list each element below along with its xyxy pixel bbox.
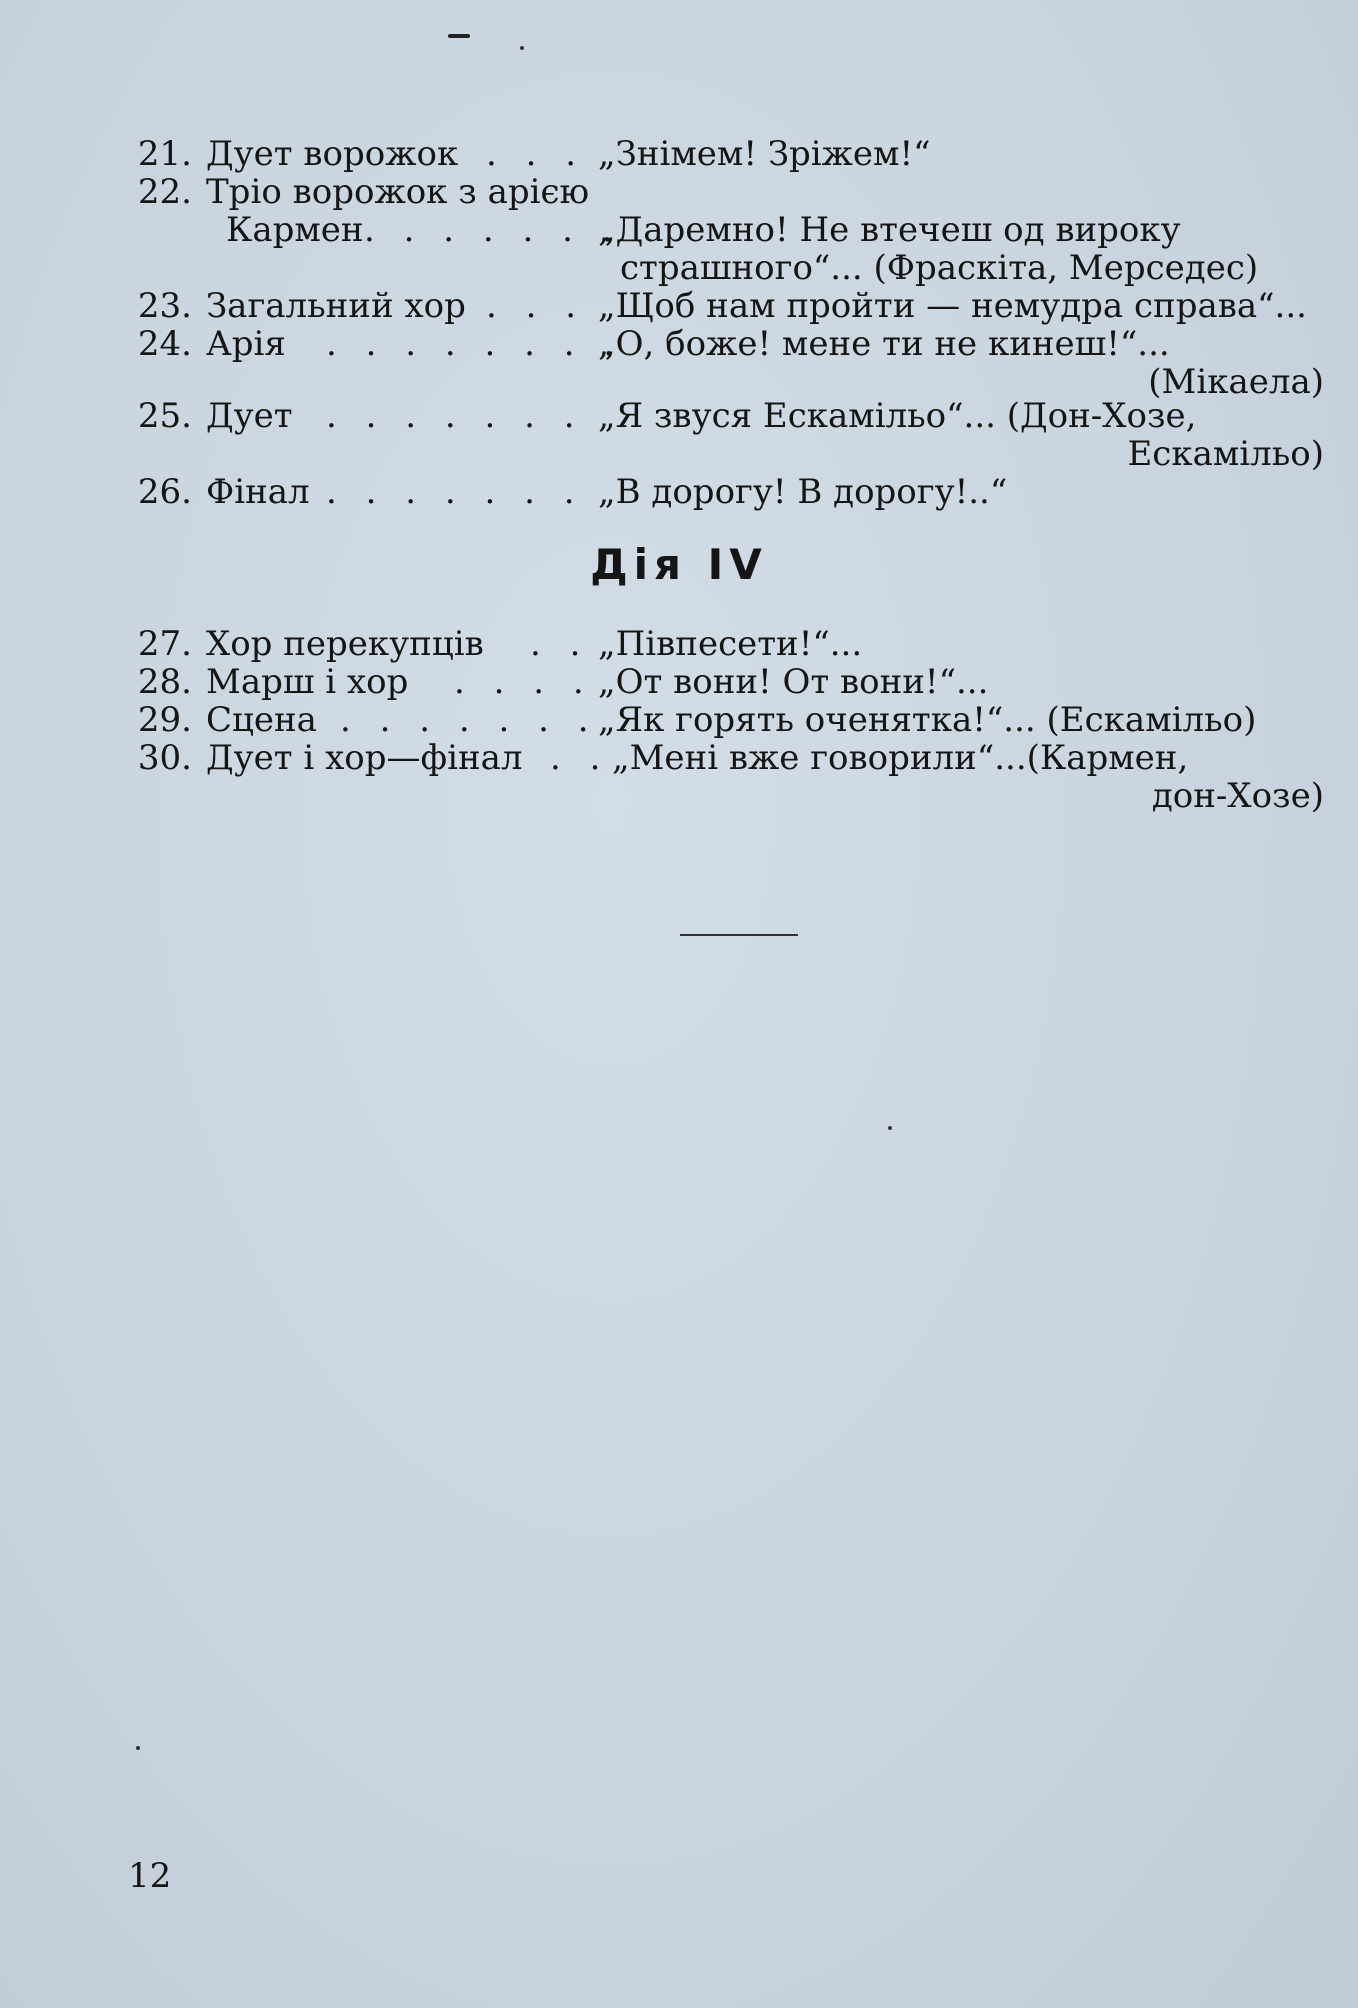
entry-leader: . .	[530, 624, 590, 664]
entry-label: Загальний хор	[206, 286, 466, 326]
entry-label: Марш і хор	[206, 662, 409, 702]
entry-label: Сцена	[206, 700, 317, 740]
entry-number: 28.	[137, 662, 192, 702]
top-ink-dot	[520, 46, 524, 50]
entry-label: Хор перекупців	[206, 624, 484, 664]
entry-leader: . . . . . . .	[340, 700, 598, 740]
entry-quote: „В дорогу! В дорогу!..“	[598, 472, 1008, 512]
entry-number: 21.	[137, 134, 192, 174]
entry-quote: „Мені вже говорили“...(Кармен,	[612, 738, 1189, 778]
entry-number: 30.	[137, 738, 192, 778]
entry-label: Дует і хор—фінал	[206, 738, 523, 778]
entry-leader: . . . . . . . .	[326, 324, 624, 364]
paper-speck	[888, 1126, 892, 1130]
entry-number: 23.	[137, 286, 192, 326]
entry-quote: „Півпесети!“...	[598, 624, 863, 664]
entry-quote: „Як горять оченятка!“... (Ескамільо)	[598, 700, 1257, 740]
entry-leader: . . . . . . .	[326, 396, 584, 436]
entry-quote: „Я звуся Ескамільо“... (Дон-Хозе,	[598, 396, 1197, 436]
entry-continuation: дон-Хозе)	[1151, 776, 1324, 816]
section-divider	[680, 934, 798, 936]
entry-label: Арія	[206, 324, 286, 364]
entry-leader: . . . . . . .	[364, 210, 622, 250]
entry-number: 22.	[137, 172, 192, 212]
entry-number: 24.	[137, 324, 192, 364]
entry-label: Дует ворожок	[206, 134, 459, 174]
entry-label: Кармен	[226, 210, 364, 250]
entry-number: 27.	[137, 624, 192, 664]
entry-leader: . . .	[486, 134, 586, 174]
entry-quote: „Щоб нам пройти — немудра справа“...	[598, 286, 1307, 326]
entry-continuation: Ескамільо)	[1127, 434, 1324, 474]
entry-leader: . . . .	[454, 662, 593, 702]
entry-label: Фінал	[206, 472, 310, 512]
entry-number: 26.	[137, 472, 192, 512]
page-number: 12	[128, 1856, 172, 1896]
entry-quote: „Даремно! Не втечеш од вироку	[598, 210, 1181, 250]
entry-leader: . .	[550, 738, 610, 778]
entry-continuation: (Мікаела)	[1148, 362, 1324, 402]
entry-quote: „От вони! От вони!“...	[598, 662, 989, 702]
entry-number: 29.	[137, 700, 192, 740]
entry-quote: „Знімем! Зріжем!“	[598, 134, 931, 174]
entry-quote: „О, боже! мене ти не кинеш!“...	[598, 324, 1170, 364]
act-heading: Дія IV	[590, 540, 768, 589]
entry-leader: . . .	[486, 286, 586, 326]
entry-label: Дует	[206, 396, 293, 436]
entry-leader: . . . . . . .	[326, 472, 584, 512]
entry-number: 25.	[137, 396, 192, 436]
paper-speck	[136, 1746, 140, 1750]
entry-quote: страшного“... (Фраскіта, Мерседес)	[620, 248, 1259, 288]
top-ink-mark	[448, 34, 470, 38]
entry-label: Тріо ворожок з арією	[206, 172, 590, 212]
